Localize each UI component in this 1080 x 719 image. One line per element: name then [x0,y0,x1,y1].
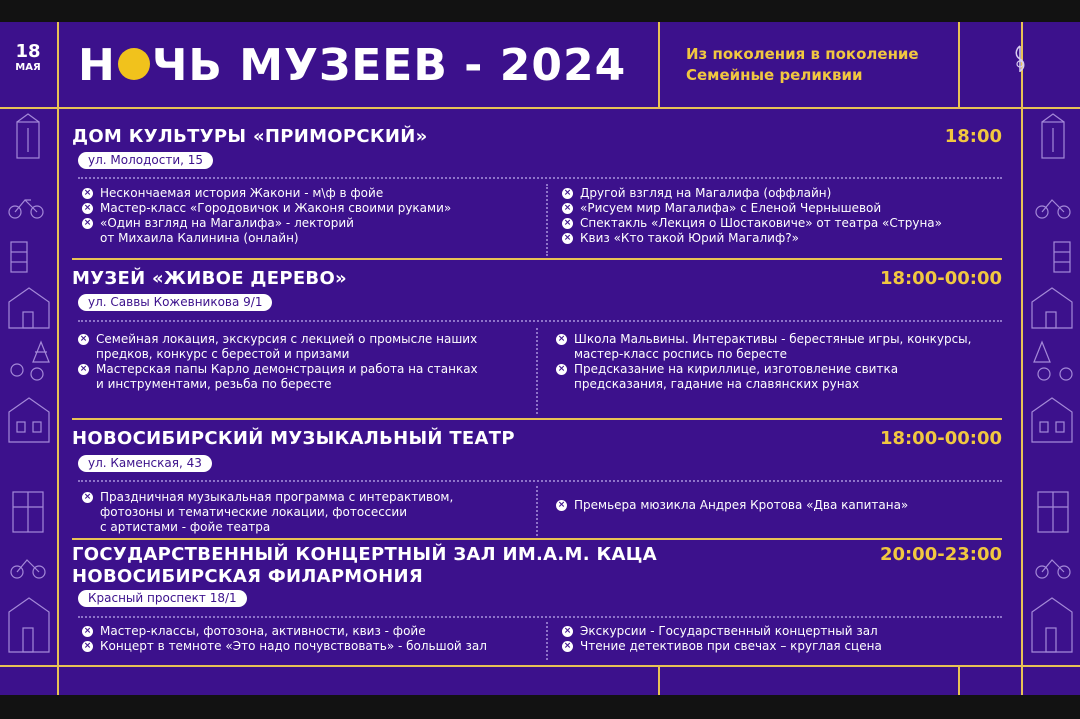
activity-item [82,490,528,535]
venue-time: 18:00 [944,126,1002,147]
activity-item [562,639,1002,654]
venue-name: ДОМ КУЛЬТУРЫ «ПРИМОРСКИЙ» [72,126,428,147]
activity-text: Другой взгляд на Магалифа (оффлайн) [580,186,832,200]
frame-right-line [1021,22,1023,695]
subtitle-line: Из поколения в поколение [686,45,919,63]
activity-text: Концерт в темноте «Это надо почувствовать» - большой зал [100,639,487,653]
venue-block [72,542,1002,662]
city-illustration-right [1026,112,1078,672]
title-part: ЧЬ МУЗЕЕВ - 2024 [151,40,627,91]
venue-block [72,264,1002,416]
section-divider [72,538,1002,540]
activity-text: от Михаила Калинина (онлайн) [100,231,299,245]
activity-list-left [82,624,538,654]
activity-text: Школа Мальвины. Интерактивы - берестяные игры, конкурсы, [574,332,972,346]
dotted-column-separator [536,486,538,536]
close-circle-icon: × [557,334,566,344]
activity-text: Праздничная музыкальная программа с интерактивом, [100,490,454,504]
close-circle-icon: × [563,203,572,213]
activity-item [556,362,1002,392]
activity-item [82,639,538,654]
close-circle-icon: × [557,500,566,510]
venue-address: ул. Саввы Кожевникова 9/1 [78,294,272,311]
close-circle-icon: × [83,626,92,636]
subtitle [686,44,956,86]
activity-text: Квиз «Кто такой Юрий Магалиф?» [580,231,799,245]
venue-time: 18:00-00:00 [879,428,1002,449]
activity-item [78,362,528,392]
subtitle-line: Семейные реликвии [686,66,863,84]
activity-list-right [562,186,1002,246]
venue-address: Красный проспект 18/1 [78,590,247,607]
activity-text: Мастер-классы, фотозона, активности, квиз - фойе [100,624,426,638]
activity-text: Предсказание на кириллице, изготовление свитка [574,362,899,376]
activity-text: «Рисуем мир Магалифа» с Еленой Чернышевой [580,201,882,215]
section-divider [72,418,1002,420]
activity-item [562,216,1002,231]
activity-list-right [562,624,1002,654]
venue-name: ГОСУДАРСТВЕННЫЙ КОНЦЕРТНЫЙ ЗАЛ ИМ.А.М. КАЦА [72,544,657,565]
activity-text: мастер-класс роспись по бересте [574,347,788,361]
activity-list-left [78,332,528,392]
activity-item [82,216,538,246]
activity-text: Семейная локация, экскурсия с лекцией о промысле наших [96,332,478,346]
close-circle-icon: × [563,218,572,228]
title-part: Н [78,40,116,91]
event-date [0,22,56,108]
activity-item [562,201,1002,216]
date-day: 18 [15,41,41,62]
activity-text: «Один взгляд на Магалифа» - лекторий [100,216,354,230]
dotted-separator [78,320,1002,322]
footer-top-line [0,665,1080,667]
activity-item [562,231,1002,246]
poster [0,22,1080,695]
close-circle-icon: × [557,364,566,374]
footer-divider [958,665,960,695]
activity-text: с артистами - фойе театра [100,520,271,534]
dotted-column-separator [546,184,548,256]
activity-text: Мастер-класс «Городовичок и Жаконя своими руками» [100,201,452,215]
activity-item [78,332,528,362]
activity-text: Чтение детективов при свечах – круглая сцена [580,639,882,653]
activity-text: Мастерская папы Карло демонстрация и работа на станках [96,362,478,376]
close-circle-icon: × [79,334,88,344]
venue-address: ул. Каменская, 43 [78,455,212,472]
venue-block [72,122,1002,262]
moon-icon [118,48,150,80]
activity-text: и инструментами, резьба по бересте [96,377,332,391]
activity-item [562,186,1002,201]
activity-text: Премьера мюзикла Андрея Кротова «Два капитана» [574,498,909,512]
dotted-column-separator [546,622,548,660]
venue-time: 20:00-23:00 [879,544,1002,565]
activity-item [556,332,1002,362]
activity-text: Спектакль «Лекция о Шостаковиче» от театра «Струна» [580,216,942,230]
header-bottom-line [0,107,1080,109]
footer-divider [658,665,660,695]
venue-name: МУЗЕЙ «ЖИВОЕ ДЕРЕВО» [72,268,347,289]
date-month: МАЯ [15,62,41,73]
activity-item [82,201,538,216]
venue-name-line2: НОВОСИБИРСКАЯ ФИЛАРМОНИЯ [72,566,424,587]
venue-block [72,424,1002,534]
close-circle-icon: × [79,364,88,374]
frame-left-line [57,22,59,695]
violin-clef-icon [985,40,1055,94]
header-divider [958,22,960,108]
activity-list-left [82,186,538,246]
activity-item [82,186,538,201]
page-title [78,36,626,96]
activity-item [556,498,1002,513]
venue-address: ул. Молодости, 15 [78,152,213,169]
activity-text: предков, конкурс с берестой и призами [96,347,350,361]
section-divider [72,258,1002,260]
activity-item [562,624,1002,639]
dotted-separator [78,480,1002,482]
venue-time: 18:00-00:00 [879,268,1002,289]
activity-text: фотозоны и тематические локации, фотосессии [100,505,408,519]
dotted-column-separator [536,328,538,414]
venue-name: НОВОСИБИРСКИЙ МУЗЫКАЛЬНЫЙ ТЕАТР [72,428,515,449]
activity-list-right [556,332,1002,392]
close-circle-icon: × [563,233,572,243]
activity-list-right [556,498,1002,513]
activity-text: Нескончаемая история Жакони - м\ф в фойе [100,186,384,200]
activity-item [82,624,538,639]
activity-text: Экскурсии - Государственный концертный зал [580,624,878,638]
dotted-separator [78,177,1002,179]
activity-text: предсказания, гадание на славянских рунах [574,377,860,391]
close-circle-icon: × [563,626,572,636]
city-illustration-left [3,112,55,672]
activity-list-left [82,490,528,535]
close-circle-icon: × [563,641,572,651]
close-circle-icon: × [563,188,572,198]
close-circle-icon: × [83,218,92,228]
close-circle-icon: × [83,188,92,198]
close-circle-icon: × [83,203,92,213]
close-circle-icon: × [83,641,92,651]
close-circle-icon: × [83,492,92,502]
header-divider [658,22,660,108]
dotted-separator [78,616,1002,618]
